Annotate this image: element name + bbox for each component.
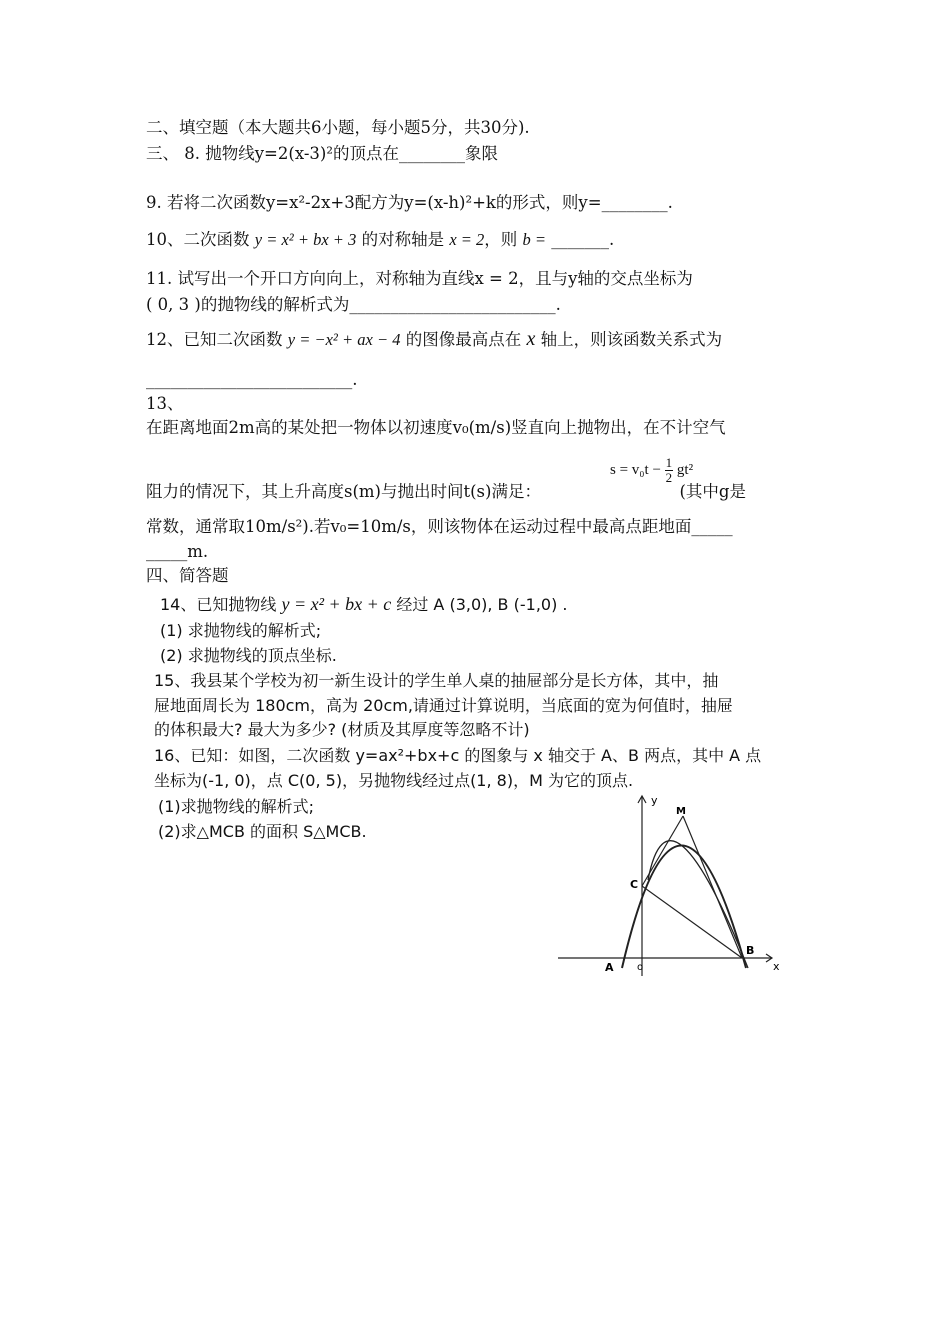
question-14-part-2: (2) 求抛物线的顶点坐标. bbox=[160, 646, 337, 665]
question-13-line-1: 在距离地面2m高的某处把一物体以初速度v₀(m/s)竖直向上抛物出，在不计空气 bbox=[146, 418, 726, 437]
point-c-label: C bbox=[630, 878, 639, 891]
question-15-line-3: 的体积最大? 最大为多少? (材质及其厚度等忽略不计) bbox=[154, 720, 530, 739]
question-11-line-1: 11. 试写出一个开口方向向上，对称轴为直线x = 2，且与y轴的交点坐标为 bbox=[146, 269, 693, 288]
q12-x: x bbox=[526, 328, 536, 350]
question-9: 9. 若将二次函数y=x²-2x+3配方为y=(x-h)²+k的形式，则y=________. bbox=[146, 193, 673, 212]
question-11-line-2: ( 0, 3 )的抛物线的解析式为_________________________. bbox=[146, 295, 561, 314]
point-m-label: M bbox=[676, 806, 686, 817]
parabola-curve bbox=[622, 846, 746, 969]
formula-right: gt² bbox=[676, 461, 694, 478]
point-a-label: A bbox=[605, 961, 614, 974]
question-10 bbox=[146, 230, 614, 250]
section-short-answer-title: 四、简答题 bbox=[146, 566, 229, 585]
question-16-part-2: (2)求△MCB 的面积 S△MCB. bbox=[158, 822, 367, 841]
formula-den: 2 bbox=[665, 470, 673, 485]
question-13-line-2 bbox=[146, 482, 746, 502]
q10-b: b = bbox=[522, 230, 547, 249]
parabola-curve-2 bbox=[648, 841, 748, 968]
q10-text-a: 10、二次函数 bbox=[146, 230, 255, 249]
q13-text-b: (其中g是 bbox=[679, 482, 746, 501]
height-formula bbox=[610, 456, 693, 485]
segment-cm bbox=[642, 816, 683, 886]
q14-text-a: 14、已知抛物线 bbox=[160, 595, 282, 614]
question-13-number: 13、 bbox=[146, 394, 184, 413]
question-15-line-2: 屉地面周长为 180cm，高为 20cm,请通过计算说明，当底面的宽为何值时，抽屉 bbox=[154, 696, 733, 715]
question-14 bbox=[160, 594, 568, 615]
q10-function: y = x² + bx + 3 bbox=[254, 230, 357, 249]
q12-function: y = −x² + ax − 4 bbox=[287, 330, 401, 349]
y-axis-label: y bbox=[651, 794, 658, 807]
question-16-line-2: 坐标为(-1, 0)，点 C(0, 5)，另抛物线经过点(1, 8)，M 为它的顶点. bbox=[154, 771, 634, 790]
q10-blank: _______. bbox=[546, 230, 615, 249]
q12-text-b: 的图像最高点在 bbox=[400, 330, 527, 349]
parabola-graph bbox=[550, 790, 790, 980]
origin-label: o bbox=[637, 962, 644, 973]
q10-axis: x = 2 bbox=[449, 230, 485, 249]
question-12-blank: _________________________. bbox=[146, 370, 358, 389]
question-15-line-1: 15、我县某个学校为初一新生设计的学生单人桌的抽屉部分是长方体，其中，抽 bbox=[154, 671, 719, 690]
q10-text-c: ，则 bbox=[484, 230, 523, 249]
question-16-line-1: 16、已知：如图，二次函数 y=ax²+bx+c 的图象与 x 轴交于 A、B 两点，其中 A 点 bbox=[154, 746, 762, 765]
q10-text-b: 的对称轴是 bbox=[356, 230, 450, 249]
q14-text-b: 经过 A (3,0), B (-1,0) . bbox=[391, 595, 568, 614]
question-16-part-1: (1)求抛物线的解析式; bbox=[158, 797, 315, 816]
x-axis-label: x bbox=[773, 960, 780, 973]
q13-text-a: 阻力的情况下，其上升高度s(m)与抛出时间t(s)满足： bbox=[146, 482, 541, 501]
question-13-line-4: _____m. bbox=[146, 542, 209, 561]
question-14-part-1: (1) 求抛物线的解析式; bbox=[160, 621, 322, 640]
question-8: 三、 8. 抛物线y=2(x-3)²的顶点在________象限 bbox=[146, 144, 498, 163]
q12-text-a: 12、已知二次函数 bbox=[146, 330, 288, 349]
question-13-line-3: 常数，通常取10m/s²).若v₀=10m/s，则该物体在运动过程中最高点距地面_____ bbox=[146, 517, 733, 536]
q12-text-c: 轴上，则该函数关系式为 bbox=[535, 330, 723, 349]
formula-left: s = v₀t − bbox=[610, 461, 661, 478]
question-12 bbox=[146, 329, 722, 350]
q14-function: y = x² + bx + c bbox=[281, 594, 392, 614]
point-b-label: B bbox=[746, 944, 755, 957]
formula-num: 1 bbox=[665, 455, 673, 470]
section-fill-blank-title: 二、填空题（本大题共6小题，每小题5分，共30分). bbox=[146, 118, 530, 137]
formula-fraction bbox=[665, 456, 674, 485]
